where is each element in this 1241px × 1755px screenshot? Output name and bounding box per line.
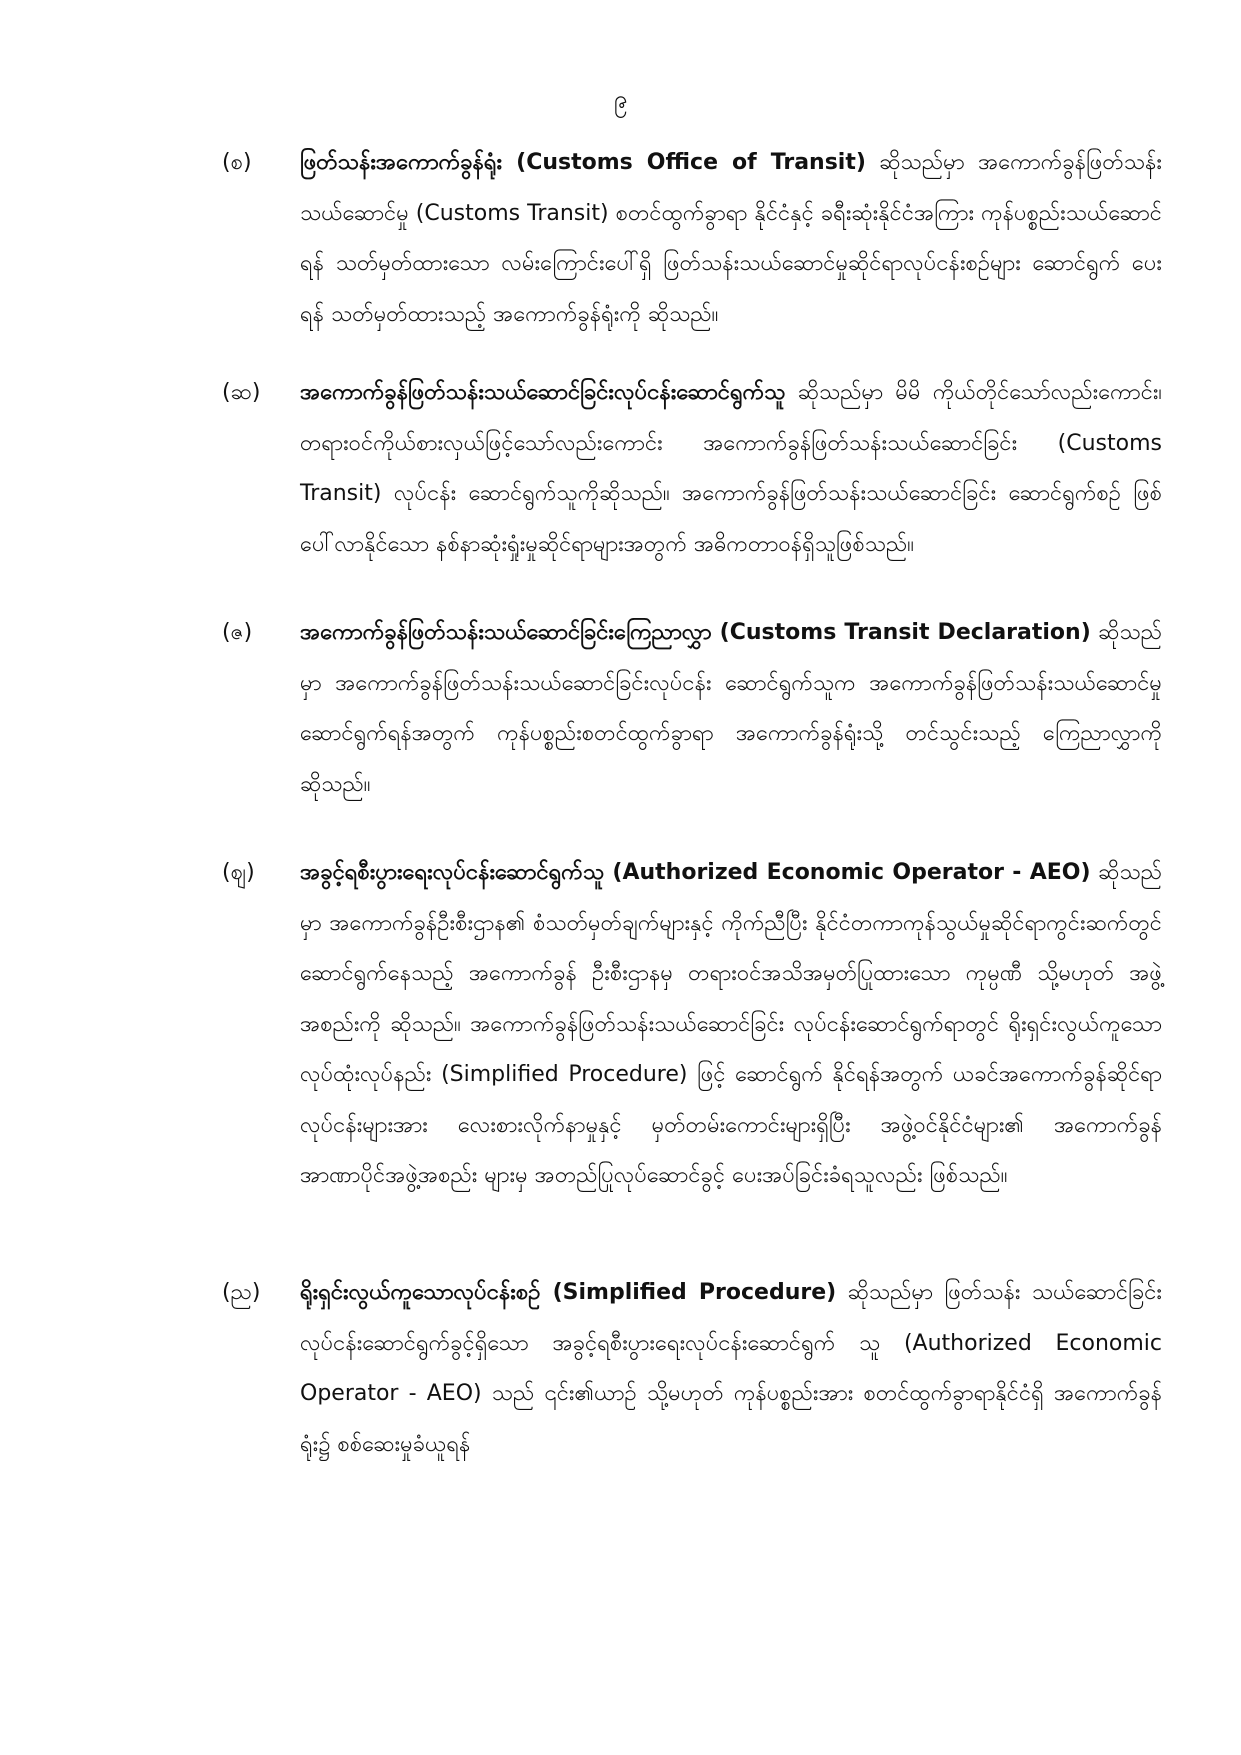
definition-marker: (ည) [222,1280,261,1305]
definition-text [300,1268,1162,1470]
definition-text [300,848,1162,1202]
definition-body: ဆိုသည်မှာ အကောက်ခွန်ဖြတ်သန်းသယ်ဆောင်ခြင်းလုပ်ငန်း ဆောင်ရွက်သူက အကောက်ခွန်ဖြတ်သန်းသယ်ဆောင်မှု ဆောင်ရွက်ရန်အတွက် ကုန်ပစ္စည်းစတင်ထွက်ခွာရာ အကောက်ခွန်ရုံးသို့ တင်သွင်းသည့် ကြေညာလွှာကို ဆိုသည်။ [300,620,1162,797]
definition-term: အကောက်ခွန်ဖြတ်သန်းသယ်ဆောင်ခြင်းကြေညာလွှာ (Customs Transit Declaration) [300,620,1091,645]
definition-term: ဖြတ်သန်းအကောက်ခွန်ရုံး (Customs Office of Transit) [300,150,866,175]
definition-item [222,1268,1162,1470]
definition-marker: (ဈ) [222,860,255,885]
definition-body: ဆိုသည်မှာ အကောက်ခွန်ဖြတ်သန်းသယ်ဆောင်မှု (Customs Transit) စတင်ထွက်ခွာရာ နိုင်ငံနှင့် ခရီးဆုံးနိုင်ငံအကြား ကုန်ပစ္စည်းသယ်ဆောင်ရန် သတ်မှတ်ထားသော လမ်းကြောင်းပေါ်ရှိ ဖြတ်သန်းသယ်ဆောင်မှုဆိုင်ရာလုပ်ငန်းစဉ်များ ဆောင်ရွက် ပေးရန် သတ်မှတ်ထားသည့် အကောက်ခွန်ရုံးကို ဆိုသည်။ [300,150,1162,327]
definition-marker: (ဆ) [222,380,261,405]
definition-text [300,368,1162,570]
definition-body: ဆိုသည်မှာ မိမိ ကိုယ်တိုင်သော်လည်းကောင်း၊ တရားဝင်ကိုယ်စားလှယ်ဖြင့်သော်လည်းကောင်း အကောက်ခွန်ဖြတ်သန်းသယ်ဆောင်ခြင်း (Customs Transit) လုပ်ငန်း ဆောင်ရွက်သူကိုဆိုသည်။ အကောက်ခွန်ဖြတ်သန်းသယ်ဆောင်ခြင်း ဆောင်ရွက်စဉ် ဖြစ်ပေါ်လာနိုင်သော နစ်နာဆုံးရှုံးမှုဆိုင်ရာများအတွက် အဓိကတာဝန်ရှိသူဖြစ်သည်။ [300,380,1162,557]
page-number: ၉ [613,85,628,113]
definition-text [300,138,1162,340]
definition-term: ရိုးရှင်းလွယ်ကူသောလုပ်ငန်းစဉ် (Simplified Procedure) [300,1280,837,1305]
definition-text [300,608,1162,810]
definition-marker: (ဇ) [222,620,253,645]
definition-item [222,368,1162,570]
definition-marker: (စ) [222,150,252,175]
definition-item [222,608,1162,810]
definition-body: ဆိုသည်မှာ ဖြတ်သန်း သယ်ဆောင်ခြင်းလုပ်ငန်းဆောင်ရွက်ခွင့်ရှိသော အခွင့်ရစီးပွားရေးလုပ်ငန်းဆောင်ရွက် သူ (Authorized Economic Operator - AEO) သည် ၎င်း၏ယာဉ် သို့မဟုတ် ကုန်ပစ္စည်းအား စတင်ထွက်ခွာရာနိုင်ငံရှိ အကောက်ခွန်ရုံး၌ စစ်ဆေးမှုခံယူရန် [300,1280,1162,1457]
definition-item [222,138,1162,340]
definition-item [222,848,1162,1202]
definition-term: အခွင့်ရစီးပွားရေးလုပ်ငန်းဆောင်ရွက်သူ (Authorized Economic Operator - AEO) [300,860,1091,885]
definition-body: ဆိုသည်မှာ အကောက်ခွန်ဦးစီးဌာန၏ စံသတ်မှတ်ချက်များနှင့် ကိုက်ညီပြီး နိုင်ငံတကာကုန်သွယ်မှုဆိုင်ရာကွင်းဆက်တွင် ဆောင်ရွက်နေသည့် အကောက်ခွန် ဦးစီးဌာနမှ တရားဝင်အသိအမှတ်ပြုထားသော ကုမ္ပဏီ သို့မဟုတ် အဖွဲ့အစည်းကို ဆိုသည်။ အကောက်ခွန်ဖြတ်သန်းသယ်ဆောင်ခြင်း လုပ်ငန်းဆောင်ရွက်ရာတွင် ရိုးရှင်းလွယ်ကူသောလုပ်ထုံးလုပ်နည်း (Simplified Procedure) ဖြင့် ဆောင်ရွက် နိုင်ရန်အတွက် ယခင်အကောက်ခွန်ဆိုင်ရာလုပ်ငန်းများအား လေးစားလိုက်နာမှုနှင့် မှတ်တမ်းကောင်းများရှိပြီး အဖွဲ့ဝင်နိုင်ငံများ၏ အကောက်ခွန်အာဏာပိုင်အဖွဲ့အစည်း များမှ အတည်ပြုလုပ်ဆောင်ခွင့် ပေးအပ်ခြင်းခံရသူလည်း ဖြစ်သည်။ [300,860,1162,1188]
definition-term: အကောက်ခွန်ဖြတ်သန်းသယ်ဆောင်ခြင်းလုပ်ငန်းဆောင်ရွက်သူ [300,380,786,405]
